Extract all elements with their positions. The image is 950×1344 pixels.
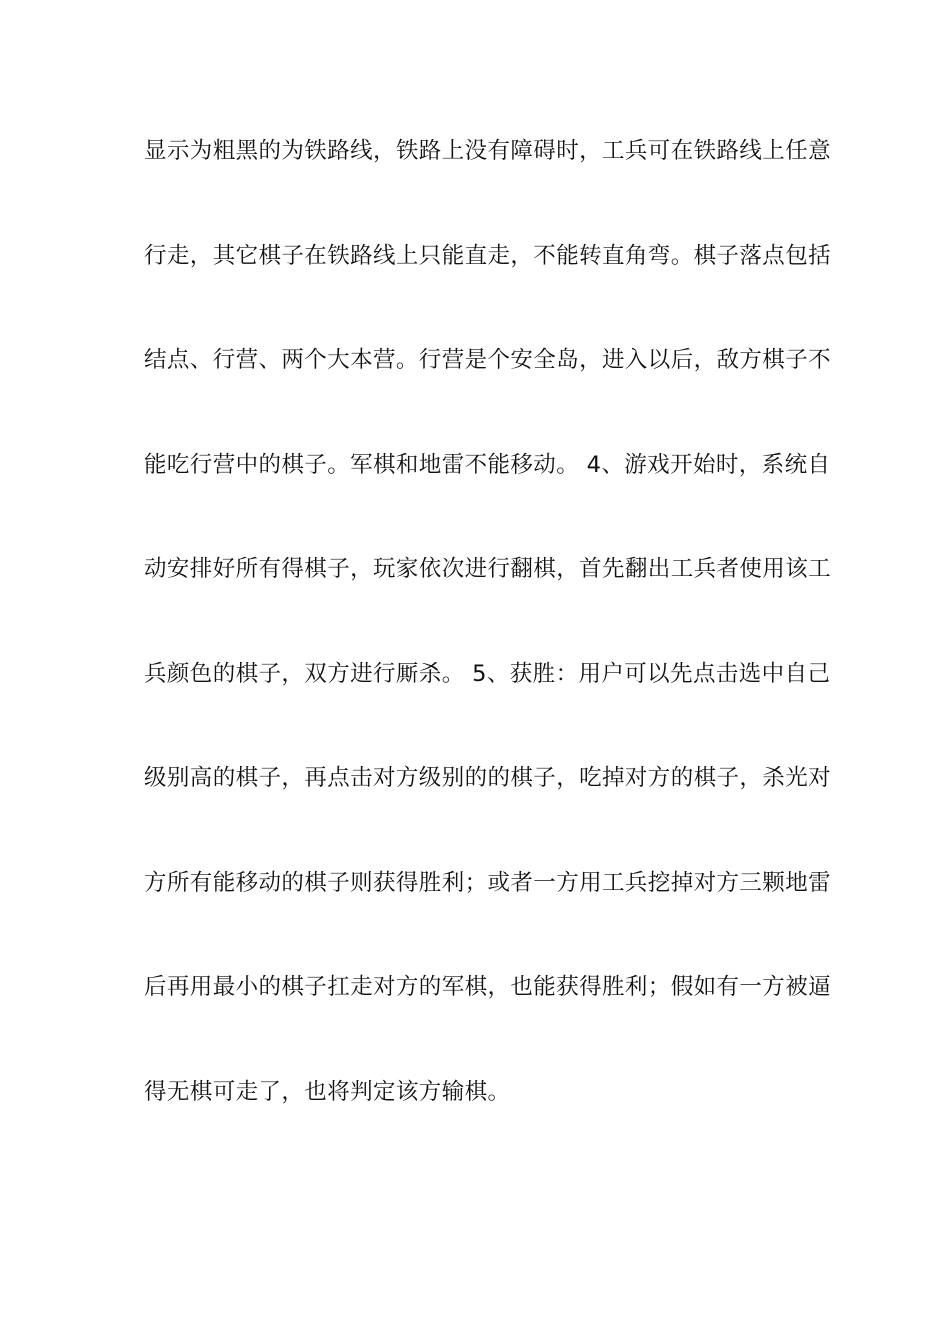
text-line: 显示为粗黑的为铁路线，铁路上没有障碍时，工兵可在铁路线上任意 [144, 138, 832, 164]
text-line: 能吃行营中的棋子。军棋和地雷不能移动。 4、游戏开始时，系统自 [144, 451, 831, 478]
text-line: 行走，其它棋子在铁路线上只能直走，不能转直角弯。棋子落点包括 [144, 242, 832, 269]
text-line: 结点、行营、两个大本营。行营是个安全岛，进入以后，敌方棋子不 [144, 347, 832, 373]
text-line: 方所有能移动的棋子则获得胜利；或者一方用工兵挖掉对方三颗地雷 [144, 869, 832, 896]
text-line: 得无棋可走了，也将判定该方输棋。 [144, 1078, 511, 1105]
text-line: 后再用最小的棋子扛走对方的军棋，也能获得胜利；假如有一方被逼 [144, 974, 832, 1000]
text-line: 兵颜色的棋子，双方进行厮杀。 5、获胜：用户可以先点击选中自己 [144, 660, 831, 687]
text-line: 动安排好所有得棋子，玩家依次进行翻棋，首先翻出工兵者使用该工 [144, 556, 832, 582]
body-text [144, 131, 832, 1176]
text-line: 级别高的棋子，再点击对方级别的的棋子，吃掉对方的棋子，杀光对 [144, 765, 832, 791]
